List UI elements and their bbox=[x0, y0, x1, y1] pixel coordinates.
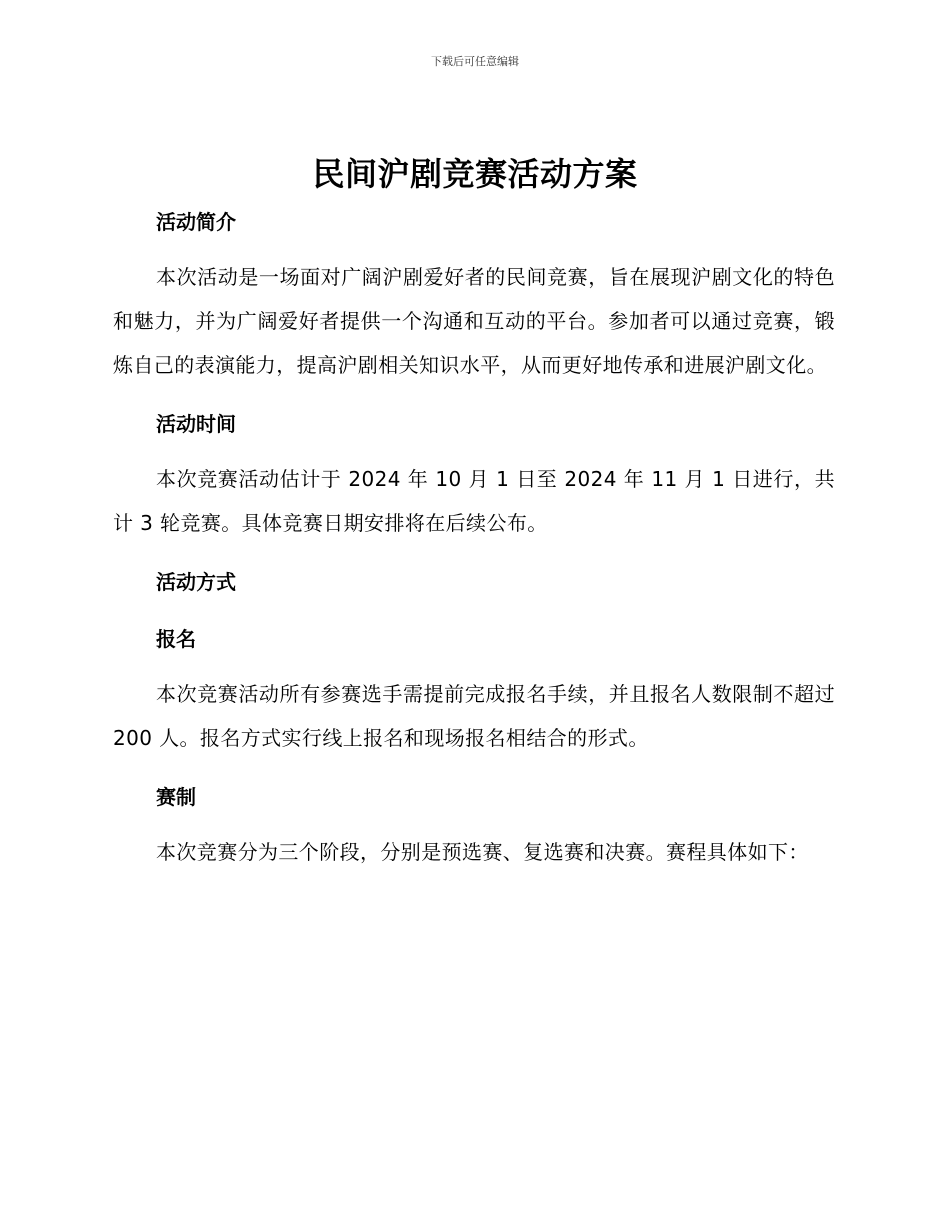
spacer bbox=[113, 817, 835, 830]
paragraph-registration: 本次竞赛活动所有参赛选手需提前完成报名手续，并且报名人数限制不超过 200 人。报名方式实行线上报名和现场报名相结合的形式。 bbox=[113, 682, 835, 750]
spacer bbox=[113, 659, 835, 672]
section-heading-time: 活动时间 bbox=[156, 412, 236, 436]
spacer bbox=[113, 545, 835, 562]
spacer bbox=[113, 242, 835, 255]
document-body bbox=[113, 202, 835, 874]
paragraph-time: 本次竞赛活动估计于 2024 年 10 月 1 日至 2024 年 11 月 1 日进行，共计 3 轮竞赛。具体竞赛日期安排将在后续公布。 bbox=[113, 467, 835, 535]
spacer bbox=[113, 760, 835, 777]
section-heading-intro: 活动简介 bbox=[156, 210, 236, 234]
section-heading-registration: 报名 bbox=[156, 627, 196, 651]
spacer bbox=[113, 444, 835, 457]
spacer bbox=[113, 387, 835, 404]
page-header-note: 下载后可任意编辑 bbox=[431, 55, 519, 68]
spacer bbox=[113, 602, 835, 619]
paragraph-format: 本次竞赛分为三个阶段，分别是预选赛、复选赛和决赛。赛程具体如下： bbox=[156, 840, 809, 864]
paragraph-intro: 本次活动是一场面对广阔沪剧爱好者的民间竞赛，旨在展现沪剧文化的特色和魅力，并为广阔爱好者提供一个沟通和互动的平台。参加者可以通过竞赛，锻炼自己的表演能力，提高沪剧相关知识水平，从而更好地传承和进展沪剧文化。 bbox=[113, 265, 835, 377]
section-heading-method: 活动方式 bbox=[156, 570, 236, 594]
document-title: 民间沪剧竞赛活动方案 bbox=[312, 155, 638, 193]
section-heading-format: 赛制 bbox=[156, 785, 196, 809]
